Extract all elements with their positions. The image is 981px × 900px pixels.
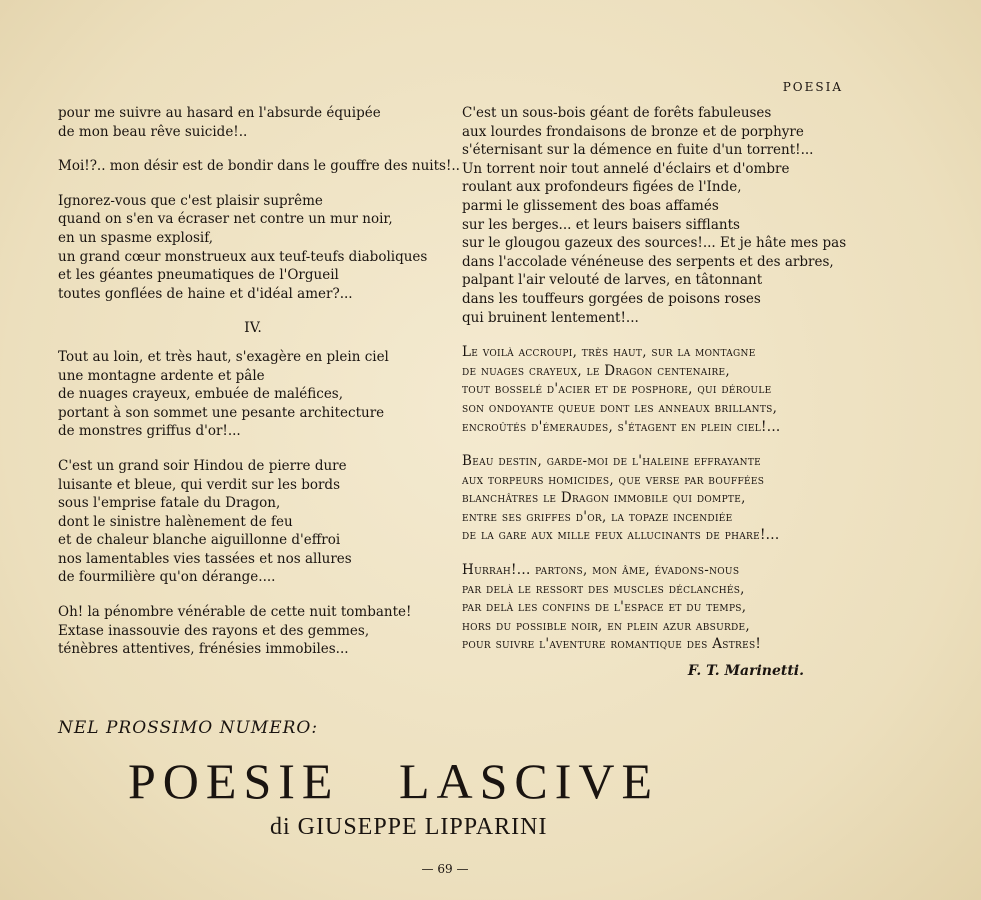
section-mark: IV. [244,320,262,337]
poem-line: Extase inassouvie des rayons et des gemmes, [58,622,370,639]
poem-line: tout bosselé d'acier et de posphore, qui déroule [462,381,772,398]
poem-line: de nuages crayeux, le Dragon centenaire, [462,362,731,379]
poem-line: toutes gonflées de haine et d'idéal amer?... [58,285,353,302]
poem-line: en un spasme explosif, [58,229,214,246]
poem-line: dans les touffeurs gorgées de poisons roses [462,290,761,307]
poem-line: pour me suivre au hasard en l'absurde équipée [58,105,381,121]
poem-line: blanchâtres le Dragon immobile qui dompte, [462,490,746,507]
poem-line: parmi le glissement des boas affamés [462,197,719,214]
poem-line: Beau destin, garde-moi de l'haleine effrayante [462,453,761,470]
stanza [58,348,448,441]
page-number: — 69 — [421,862,469,876]
poem-line: sur les berges... et leurs baisers sifflants [462,216,740,233]
poem-line: palpant l'air velouté de larves, en tâtonnant [462,272,763,289]
poem-line: roulant aux profondeurs figées de l'Inde, [462,179,742,196]
poem-left-column [58,104,460,675]
poem-line: Un torrent noir tout annelé d'éclairs et d'ombre [462,160,790,177]
poem-line: sous l'emprise fatale du Dragon, [58,495,281,512]
poem-line: de monstres griffus d'or!... [58,423,241,440]
stanza [462,561,852,654]
poem-line: de fourmilière qu'on dérange.... [58,569,276,586]
poem-line: hors du possible noir, en plein azur absurde, [462,617,751,634]
poem-line: sur le glougou gazeux des sources!... Et je hâte mes pas [462,235,847,252]
poem-line: par delà le ressort des muscles déclanchés, [462,580,745,597]
stanza [58,603,448,659]
poem-line: C'est un sous-bois géant de forêts fabuleuses [462,105,772,121]
announced-title: POESIE LASCIVE [128,753,660,809]
poem-line: Oh! la pénombre vénérable de cette nuit tombante! [58,604,412,621]
stanza [462,104,852,327]
author-signature: F. T. Marinetti. [687,663,804,680]
poem-line: qui bruinent lentement!... [462,309,639,326]
poem-line: quand on s'en va écraser net contre un mur noir, [58,211,393,228]
poem-line: luisante et bleue, qui verdit sur les bords [58,476,341,493]
poem-line: son ondoyante queue dont les anneaux brillants, [462,399,778,416]
poem-line: de nuages crayeux, embuée de maléfices, [58,386,344,403]
stanza [58,457,448,587]
poem-line: aux torpeurs homicides, que verse par bouffées [462,471,765,488]
poem-line: C'est un grand soir Hindou de pierre dure [58,457,347,474]
poem-line: Moi!?.. mon désir est de bondir dans le gouffre des nuits!.. [58,158,460,175]
poem-line: ténèbres attentives, frénésies immobiles... [58,641,349,658]
poem-line: portant à son sommet une pesante architecture [58,404,385,421]
poem-line: aux lourdes frondaisons de bronze et de porphyre [462,123,804,140]
poem-line: dans l'accolade vénéneuse des serpents et des arbres, [462,253,834,270]
poem-line: Tout au loin, et très haut, s'exagère en plein ciel [58,348,389,365]
stanza [462,452,852,545]
poem-line: entre ses griffes d'or, la topaze incendiée [462,508,733,525]
poem-line: dont le sinistre halènement de feu [58,513,293,530]
poem-line: nos lamentables vies tassées et nos allures [58,550,352,567]
poem-line: de la gare aux mille feux allucinants de phare!... [462,527,780,544]
poem-line: Le voilà accroupi, très haut, sur la montagne [462,344,756,361]
stanza [462,343,852,436]
poem-line: s'éternisant sur la démence en fuite d'un torrent!... [462,142,814,159]
poem-line: par delà les confins de l'espace et du temps, [462,599,747,616]
stanza [58,192,448,304]
poem-line: Ignorez-vous que c'est plaisir suprême [58,192,323,209]
poem-line: un grand cœur monstrueux aux teuf-teufs diaboliques [58,248,428,265]
announced-author: di GIUSEPPE LIPPARINI [270,814,548,840]
next-issue-label: NEL PROSSIMO NUMERO: [58,718,319,738]
poem-line: Hurrah!... partons, mon âme, évadons-nous [462,562,740,579]
poem-line: une montagne ardente et pâle [58,367,265,384]
running-head: POESIA [782,80,843,94]
stanza [58,104,448,141]
stanza [58,157,460,176]
poem-line: encroûtés d'émeraudes, s'étagent en plein ciel!... [462,418,781,435]
poem-line: et les géantes pneumatiques de l'Orgueil [58,267,339,284]
poem-line: et de chaleur blanche aiguillonne d'effroi [58,532,341,549]
poem-right-column [462,104,852,681]
poem-line: pour suivre l'aventure romantique des Astres! [462,636,762,653]
poem-line: de mon beau rêve suicide!.. [58,123,248,140]
